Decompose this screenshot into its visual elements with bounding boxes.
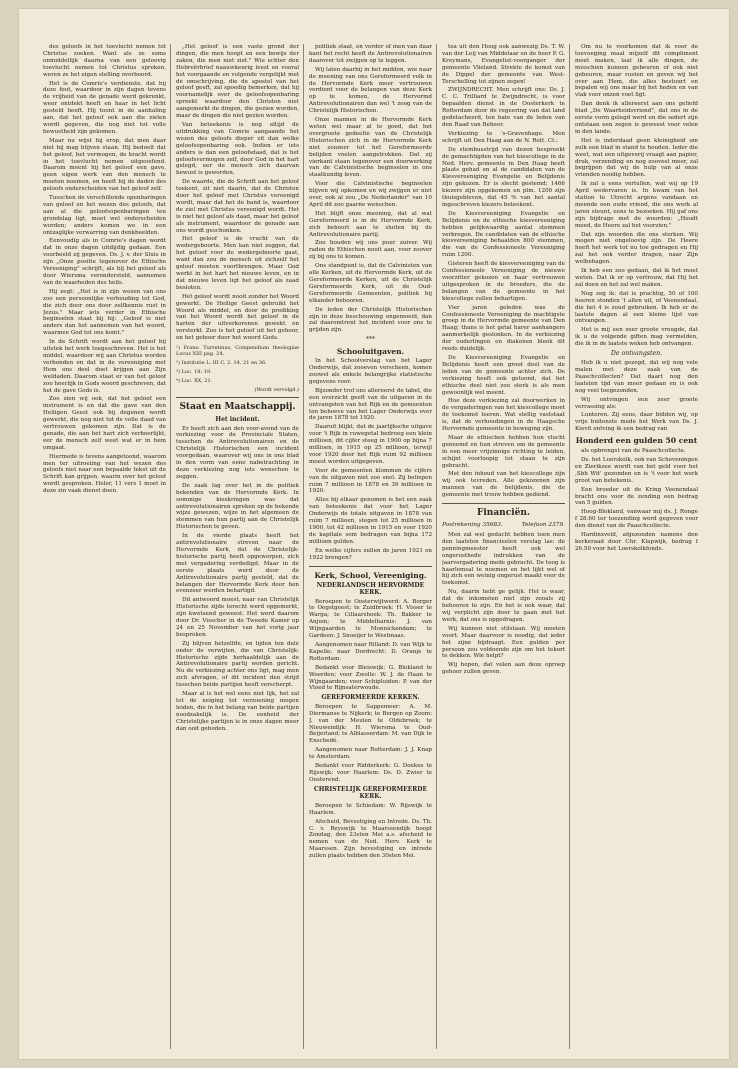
gift-amount: Honderd een gulden 50 cent <box>575 436 698 446</box>
article-paragraph: Wij laten daarbij in het midden, wie naar de meening van ons Gereformeerd volk in de Hervormde Kerk meer vertrouwen verdient voor de belangen van deze Kerk op te komen, de Hervormd Antirevolutionairen dan wel 't zoog van de Christelijk Historischen. <box>309 66 432 115</box>
column-divider <box>569 44 570 1049</box>
article-paragraph: Beroepen te Schiedam: W. Rijswijk te Haarlem. <box>309 802 432 816</box>
footnote: ⁴) Luc. XX, 21. <box>176 378 213 385</box>
article-paragraph: Vier jaren geleden was de Confessioneele Vereeniging de machtigste groep in de Hervormde gemeente van Den Haag; thans is het getal harer aanhangers aanmerkelijk geslonken. In de verkiezing der ouderlingen en diakenen bleek dit reeds duidelijk. <box>442 304 565 353</box>
article-paragraph: Het blijft onze meening, dat al wat Gereformeerd is in de Hervormde Kerk, zich behoort aan te sluiten bij de Antirevolutionaire partij. <box>309 210 432 238</box>
article-paragraph: Heb ik u niet gezegd, dat wij nog vele malen met deze zaak van de Paaschcollecten? Dat daart nog den laatsten tijd van meer gedaan en is ook nog veel toegezonden. <box>575 360 698 394</box>
article-paragraph: Maar de ethischen hebben hun vlucht geneemd en hun streven om de gemeente in een meer vrijzinnige richting te leiden, schijnt voorloopig tot staan te zijn gebracht. <box>442 434 565 469</box>
article-paragraph: Dit antwoord moest, naar van Christelijk Historische zijde terecht werd opgemerkt, zijn kwetsend geweest. Het werd daarom door Dr. Visscher in de Tweede Kamer op 24 en 25 November van het vorig jaar besproken. <box>176 597 299 638</box>
column-2 <box>176 44 299 1049</box>
section-heading: Kerk, School, Vereeniging. <box>314 570 427 580</box>
divider-line <box>176 397 299 398</box>
article-paragraph: Ds. het Loerskolk, ook van Scheveningen en Zierikzee wordt van het geld voor het ‚Sbh Wit' gezonden en is 't voor het werk groot van betekenis. <box>575 457 698 484</box>
article-paragraph: Met den inhoud van het kiescollege zijn wij ook tevreden. Alle gekozenen zijn mannen van de belijdenis, die de gemeente met trouw hebben gediend. <box>442 471 565 499</box>
article-paragraph: Wij ontvingen een zeer groote verrassing als: <box>575 396 698 410</box>
article-paragraph: Voor de gemeenten klommen de cijfers van de uitgaven niet zoo snel. Zij beliepen ruim 7 millioen in 1878 en 39 millioen in 1920. <box>309 467 432 495</box>
separator-stars: *** <box>366 336 375 344</box>
article-paragraph: Om nu te voorkomen dat ik voor de toevoeging maal mijzelf dit compliment moet maken, laat ik alle dingen, de misschien kunnen gebeuren of ook niet gebeuren, maar rusten en geven wij het over aan Hem, die alles bestuurt en bepalen wij ons maar bij het heden en van vlak voor onzen voet ligt. <box>575 44 698 99</box>
article-paragraph: De waarde, die de Schrift aan het geloof toekent, zit niet daarin, dat de Christen door het geloof met Christus vereenigd wordt, maar dat het de band is, waardoor de ziel met Christus vereenigd wordt. Het is niet het geloof als daad, maar het geloof als instrument, waardoor de genade aan ons wordt geschonken. <box>176 179 299 234</box>
article-paragraph: Dan denk ik allereerst aan ons geliefd blad „De Waarheidsvriend", dat ons in de eerste vorm gelegd werd en die sedert zijn ontstaan een zegen is geweest voor velen in den lande. <box>575 101 698 135</box>
article-paragraph: Aangenomen naar Rilland: D. van Wijk te Kapelle; naar Dordrecht: D. Oranje te Rotterdam. <box>309 641 432 662</box>
article-paragraph: In de Schrift wordt aan het geloof bij uitstek het werk toegeschreven. Het is het middel, waardoor wij aan Christus worden verbonden en dat in de vereeniging met Hem ons deel doet krijgen aan Zijn weldaden. Daarom staat er van het geloof zoo heerlijk in Gods woord geschreven, dat het de gave Gods is. <box>43 339 166 394</box>
church-heading: GEREFORMEERDE KERKEN. <box>321 694 420 702</box>
article-paragraph: Ons standpunt is, dat de Calvinisten van alle Kerken, uit de Hervormde Kerk, uit de Gereformeerde Kerken, uit de Christelijk Gereformeerde Kerk, uit de Oud-Gereformeerde Gemeenten, politiek bij elkander behooren. <box>309 263 432 304</box>
article-paragraph: Alles bij elkaar genomen is het een zaak van beteekenis dat voor het Lager Onderwijs de totale uitgaven in 1878 van ruim 7 millioen, stegen tot 25 millioen in 1900, tot 42 millioen in 1915 en voor 1920 de kapitale som bedragen van bijna 172 millioen gulden. <box>309 497 432 545</box>
article-paragraph: Ik heb een zoo gedaan, dat ik het moet weten. Dat ik er op vertrouw, dat Hij het zal doen en het zal wel maken. <box>575 268 698 288</box>
article-paragraph: Hoog-Blokland, vanwaar mij ds. J. Ronge f 28.60 ter toezending werd gegeven voor den dienst van de Paaschcollecte. <box>575 509 698 530</box>
article-paragraph: des geloofs in het toevlucht nemen tot Christus zoeken. Want als ze soms onmiddellijk daarna van een geloovig toevlucht nemen tot Christus spreken, weren ze het eigen stelling overboord. <box>43 44 166 78</box>
article-paragraph: Nog zeg ik: dat is prachtig, 50 of 100 heeren stonden 't allen uit, of Veenendaal, die het 4 is zoud gebruiken. Ik heb er de laatste dagen al een kleine lijst van ontvangen. <box>575 290 698 325</box>
article-paragraph: Eenvoudig als in Comrie's dagen wordt dat in onze dagen uitdijdig gedaan. Een voorbeeld zij gegeven. Ds. J. v. der Sluis in zijn „Onze positie tegenover de Ethische Vereeniging" schrijft, als bij het geloof als door Wiersma verondersteld, aannemen van de waarheden des heils. <box>43 238 166 286</box>
section-heading: Staat en Maatschappij. <box>179 402 296 413</box>
article-paragraph: als opbrengst van de Paaschcollecte. <box>581 448 686 455</box>
footnote: ¹) Frans: Turretinus, Compendium theologiae Locus XIII pag. 24. <box>176 345 299 358</box>
article-paragraph: Ik zal u eens vertellen, wat wij op 19 April wedervaren is. In kwam van het station te Utrecht argens vandaan en meende een oude vriend, die ons werk al jaren steunt, eens te bezoeken. Hij gaf ons zijn bijdrage met de woorden: „Houdt moed, de Heere zal het voorzien." <box>575 181 698 229</box>
divider-line <box>442 503 565 504</box>
article-paragraph: Het geloof wordt nooit zonder het Woord gewerkt. De Heilige Geest gebruikt het Woord als middel, en door de prediking van het Woord wordt het geloof in de harten der uitverkorenen gewekt en versterkt. Zoo is het geloof uit het gehoor, en het gehoor door het woord Gods. <box>176 293 299 342</box>
article-paragraph: In het Schoolverslag van het Lager Onderwijs, dat zooeven verscheen, komen zoowel als enkele belangrijke statistische gegevens voor. <box>309 358 432 385</box>
article-paragraph: Beroepen te Sappemeer: A. M. Diermanse te Nijkerk; te Bergen op Zoom: J. van der Meulen te Oldebroek; te Nieuwendijk: H. Wiersma te Oud-Beijerland; te Alblasserdam: M. van Dijk te Enschedé. <box>309 703 432 745</box>
article-paragraph: De Kiesvereeniging Evangelie en Belijdenis heeft een groot deel van de leden van de gemeente achter zich. De verkiezing heeft ook getoond, dat het ethische deel niet zoo sterk is als men gewoonlijk wel meent. <box>442 354 565 396</box>
article-paragraph: Maar nu wijst hij erop, dat men daar niet bij mag blijven staan. Hij bedoelt dat het geloof, het vermogen, de kracht wordt in het toevlucht nemen uitgeoefend. Daarom meent hij het geloof een gave, geen eigen werk van den mensch te moeten noemen, en heeft hij de daden des geloofs onderscheiden van het geloof zelf. <box>43 137 166 193</box>
article-paragraph: „Het geloof is een vaste grond der dingen, die men hoopt en een bewijs der zaken, die men niet ziet." Wie echter den Hebreërbrief naauwkeurig leest en vooral het voorgaande en volgende vergelijkt met de omschrijving, die de apostel van het geloof geeft, zal spoedig bemerken, dat hij voornamelijk over de geloofsopenbaring spreekt waardoor den Christen niet aangemerkt de dingen, die gezien worden, maar de dingen die niet gezien worden. <box>176 44 299 120</box>
section-heading: Schooluitgaven. <box>336 347 405 357</box>
article-paragraph: Een broeder uit de Kring Veenendaal bracht ons voor de zending een bedrag van 5 gulden. <box>575 486 698 507</box>
church-heading: NEDERLANDSCH HERVORMDE KERK. <box>316 581 425 597</box>
article-paragraph: Tusschen de verschillende openbaringen van geloof en het wezen des geloofs, dat aan al die geloofsopenbaringen ten grondslag ligt, moet wel onderscheiden worden; anders komen we in een ontzaglijke verwarring van denkbeelden. <box>43 195 166 236</box>
article-paragraph: Hardinxveld, afgezonden namens den kerkeraad door Chr. Klapwijk, bedrag f 26.50 voor het Loerskolkfonds. <box>575 532 698 552</box>
footnote: ²) Institutie L. III C. 2. 14, 21 en 36. <box>176 360 267 367</box>
article-paragraph: Zij blijven hetzelfde, en lijden ten dele onder de verwijten, die van Christelijk-Historische zijde herhaaldelijk aan de Antirevolutionaire partij worden gericht. Nu de verkiezing achter ons ligt, mag men zich afvragen, of dit incident den strijd tusschen beide partijen heeft verscherpt. <box>176 640 299 689</box>
article-paragraph: Bedankt voor Ridderkerk: G. Doekes te Rijswijk; voor Haarlem: Ds. D. Zwier te Oosterend. <box>309 763 432 783</box>
article-paragraph: Men zal wel gedacht hebben toen men den laatsten financieelen verslag las: de penningmeester heeft ook wel ongerusthede indrukken van de jaarvergadering mede gebracht. De toog is haarlemsal te noemen en het lijkt wel of hij zich een weinig ongerust maakt voor de toekomst. <box>442 532 565 587</box>
continued-note: (Wordt vervolgd.) <box>254 387 299 394</box>
article-paragraph: Hoe deze verkiezing zal doorwerken in de vergaderingen van het kiescollege moet de toekomst leeren. Wat stellig vaststaat is, dat de verhoudingen in de Haagsche Hervormde gemeente in beweging zijn. <box>442 398 565 433</box>
article-paragraph: Zoo zien wij ook, dat het geloof een instrument is en dat die gave van den Heiligen Geest ook bij degenen wordt gewerkt, die nog niet tot de volle daad van vertrouwen gekomen zijn. Dat is de genade, die aan het hart zich verheerlijkt, eer de mensch zelf weet wat er in hem omgaat. <box>43 396 166 451</box>
postal-account: Postrekening 35683. <box>442 522 503 529</box>
article-paragraph: De stembusstrijd van dezen bespreekt de gemachtigden van het kiescollege in de Ned. Herv. gemeente in Den Haag heeft plaats gehad en al de candidaten van de Kiesvereeniging Evangelie en Belijdenis zijn gekozen. Er is slecht gestemd; 1466 kiezers zijn opgekomen en plm. 1200 zijn thuisgebleven, dat 45 % van het aantal ingeschreven kiezers beteekent. <box>442 146 565 208</box>
article-paragraph: ZWIJNDRECHT. Men schrijft ons: Ds. J. C. C. Trilliard te Zwijndrecht, is voor bepaalden dienst in de Oosterkerk te Rotterdam door de regeering van dat land gedetacheerd, ten bate van de leden van den Raad van Beheer. <box>442 87 565 128</box>
article-paragraph: Voor die Calvinistische beginselen blijven wij opkomen en wij zwijgen er niet over, ook al zou „De Nederlander" van 10 April dit zoo gaarne wenschen. <box>309 181 432 208</box>
finance-info <box>442 522 565 529</box>
column-1 <box>43 44 166 1049</box>
newspaper-page <box>18 8 730 1060</box>
article-paragraph: Er heeft zich aan den voor-avond van de verkiezing voor de Provinciale Staten, tusschen de Antirevolutionairen en de Christelijk Historischen een incident voorgedaan, waarover wij ons in ons blad in den vorm van eene nabetrachting in deze verkiezing nog iets wenschen te zeggen. <box>176 425 299 480</box>
church-heading: CHRISTELIJK GEREFORMEERDE KERK. <box>313 785 428 801</box>
article-paragraph: De leden der Christelijk Historischen zijn in deze beschouwing ongemoeid, dan zal daaromtrent het incident voor ons te grijden zijn. <box>309 306 432 334</box>
column-4 <box>442 44 565 1049</box>
article-paragraph: Nu, daarin hebt ge gelijk. Het is waar, dat de inkomsten niet zijn zooals zij behooren te zijn. En het is ook waar, dat wij verplicht zijn door te gaan met het werk, dat ons is opgedragen. <box>442 589 565 623</box>
article-paragraph: En welke cijfers zullen de jaren 1921 en 1922 brengen? <box>309 547 432 561</box>
article-paragraph: Gisteren heeft de kiesvereeniging van de Confessioneele Vereeniging de nieuwe voorzitter gekozen en haar vertrouwen uitgesproken in de broeders, die de belangen van de gemeente in het kiescollege zullen behartigen. <box>442 261 565 302</box>
article-paragraph: Zoo houden wij ons puur zuiver. Wij raden de Ethischen nooit aan, voor zoover zij bij ons te komen. <box>309 240 432 261</box>
column-divider <box>436 44 437 1049</box>
telephone-number: Telefoon 2379. <box>521 522 565 529</box>
article-paragraph: Het is de Comrie's verdienste, dat hij deze fout, waardoor in zijn dagen tevens de vrijheid van de genade werd gekrenkt, weer ontdekt heeft en haar in het licht gesteld heeft. Hij toont in de aanhaling aan, dat het geloof ook aan die zielen wordt gegeven, die nog niet tot volle bewustheid zijn gekomen. <box>43 80 166 135</box>
section-subheading: De ontvangsten. <box>610 350 663 358</box>
article-paragraph: De Kiesvereeniging Evangelie en Belijdenis en de ethische kiesvereeniging hebben gelijkwaardig aantal stemmen verkregen. De candidaten van de ethische kiesvereeniging behaalden 800 stemmen, die van de Confessioneele Vereeniging ruim 1200. <box>442 210 565 259</box>
article-paragraph: Het is mij een zeer groote vreugde, dat ik u de volgende giften mag vermelden, die ik in de laatste weken heb ontvangen. <box>575 327 698 348</box>
column-divider <box>303 44 304 1049</box>
article-paragraph: Onze mannen in de Hervormde Kerk weten wel maar al te goed, dat het overgroote gedeelte van de Christelijk Historischen zich in de Hervormde Kerk niet zoozeer tot het Gereformeerde belijden voelen aangetrokken. Dat zij vierkant staan tegenover een doorwerking van de Calvinistische beginselen in ons staatkundig leven. <box>309 117 432 179</box>
article-paragraph: tea uit den Hoog ook aanwezig Ds. T. W. van der Leij van Middelaar en de heer P. G. Kreymans, Evangelist-voorganger der gemeente Vlieland. Strekte de komst van de Dippel der gemeente van West-Terschelling tot zijnen zegen! <box>442 44 565 85</box>
article-paragraph: In de vierde plaats heeft het antirevolutionaire streven naar de Hervormde Kerk, dat de Christelijk-historische partij heeft opgeworpen, zich met vergadering verdedigd. Maar in de eerste plaats werd door de Antirevolutionaire partij gesteld, dat de belangen der Hervormde Kerk door hen evenzeer werden behartigd. <box>176 533 299 595</box>
article-paragraph: Wij hopen, dat velen aan deze oproep gehoor zullen geven. <box>442 662 565 676</box>
article-paragraph: Afscheid, Bevestiging en Intrede. Ds. Th. C. v. Reyswijk te Maarssendijk hoopt Zondag, den 23sten Mei a.s. afscheid te nemen van de Ned. Herv. Kerk te Maarssen. Zijn bevestiging en intrede zullen plaats hebben den 30sten Mei. <box>309 818 432 860</box>
article-paragraph: Hiermede is tevens aangetoond, waarom men ter uitroeiing van het wezen des geloofs niet naar een bepaalde tekst uit de Schrift kan grijpen, waarin over het geloof wordt gesproken. Heler, 11 vers 1 moet in deze zin vaak dienst doen. <box>43 453 166 495</box>
article-paragraph: Het geloof is de vrucht van de wedergeboorte. Men kan niet zeggen, dat het geloof voor de wedergeboorte gaat, want dan zou de mensch uit zichzelf het geloof moeten voortbrengen. Maar God werkt in het hart het nieuwe leven, en in dat nieuwe leven ligt het geloof als zaad besloten. <box>176 236 299 291</box>
article-paragraph: De zaak lag over het in de politiek bekenden van de Hervormde Kerk. In sommige kieskringen was dat antirevolutionairen spreken op de bekende wijze gewezen, wijze in het algemeen de stemmen van hun partij aan de Christelijk Historischen te geven. <box>176 482 299 531</box>
article-paragraph: Maar al is het wel eens niet lijk, het zal tot de neiging tot verzoening mogen leiden, die in het belang van beide partijen noodzakelijk is. De eenheid der Christelijke partijen is in onze dagen meer dan ooit geboden. <box>176 691 299 732</box>
footnote: ³) Luc. 18: 19. <box>176 369 212 376</box>
article-paragraph: Bijzonder trof ons allereerst de tabel, die een overzicht geeft van de uitgaven in de ontvangsten van het Rijk en de gemeenten ten behoeve van het Lager Onderwijs over de jaren 1878 tot 1920. <box>309 387 432 422</box>
article-paragraph: Aangenomen naar Rotterdam: J. J. Knap te Amsterdam. <box>309 747 432 761</box>
article-paragraph: politiek staat, en verder of men van daar kant het recht heeft de Antirevolutionairen daarover tot zwijgen op te leggen. <box>309 44 432 64</box>
divider-line <box>309 566 432 567</box>
article-paragraph: Hij zegt: „Het is in zijn wezen van ons zoo een persoonlijke verhouding tot God, die zich door ons door zelfkennis rust in Jezus." Maar iets verder in Ethische beginselen staat bij hij: „Geloof is niet anders dan het aannemen van het woord, waarmee God tot ons komt." <box>43 288 166 337</box>
column-5 <box>575 44 698 1049</box>
article-paragraph: Dat zijn woorden die ons sterken. Wij mogen niet ongeloovig zijn. De Heere heeft het werk tot nu toe gedragen en Hij zal het ook verder dragen, naar Zijn welbehagen. <box>575 231 698 266</box>
article-paragraph: Beroepen te Oosterwijtwerd: A. Borger te Oegstgeest; te Zuidbroek: H. Visser te Warga; te Cillaarshoek: Th. Bakker te Anjum; te Middelharnis: J. van Wijngaarden te Monnickendam; te Gardeen: J. Snoeijer te Westmaas. <box>309 598 432 640</box>
section-subheading: Het incident. <box>215 416 260 424</box>
article-paragraph: Verkiezing te 's-Gravenhage. Men schrijft uit Den Haag aan de N. Rott. Ct.: <box>442 130 565 144</box>
article-paragraph: Het is inderdaad geen kleinigheid om zulk een blad in stand te houden. Ieder die weet, wat een uitgeverij vraagt aan papier, druk, verzending en nog zooveel meer, zal begrijpen dat wij de hulp van al onze vrienden noodig hebben. <box>575 137 698 179</box>
article-paragraph: Daaruit blijkt, dat de jaarlijksche uitgave voor 't Rijk in ruwegetal bedroeg een klein millioen, dit cijfer steeg in 1900 op bijna 7 millioen, in 1915 op 25 millioen, terwijl voor 1920 door het Rijk ruim 92 millioen moest worden uitgegeven. <box>309 424 432 465</box>
section-heading: Financiën. <box>476 508 531 519</box>
article-paragraph: Wij kunnen niet stilstaan. Wij moeten voort. Maar daarvoor is noodig, dat ieder het zijne bijdraagt. Een gulden per persoon zou voldoende zijn om het tekort te dekken. Wie helpt? <box>442 625 565 660</box>
article-paragraph: Lunteren. Zij eens, daar bidden wij, op vrije buitenste mede het Werk van Ds. J. Kievit ontving ik een bedrag van <box>575 412 698 433</box>
article-paragraph: Van beteekenis is nog altijd de uitdrukking van Comrie aangaande het wezen des geloofs dieper zit dan welke geloofsopenbaring ook. Indien er iets anders is dan een geloofsdaad, dat is het geloofsvermogen zelf, door God in het hart gelegd, eer de mensch zich daarvan bewust is geworden. <box>176 121 299 177</box>
article-paragraph: Bedankt voor Bleiswijk: G. Blokland te Woerden; voor Zwolle: W. J. de Haan te Wijngaarden; voor Schipluiden: P. van der Vloed te Rijnsaterwoude. <box>309 664 432 692</box>
column-3 <box>309 44 432 1049</box>
column-divider <box>170 44 171 1049</box>
